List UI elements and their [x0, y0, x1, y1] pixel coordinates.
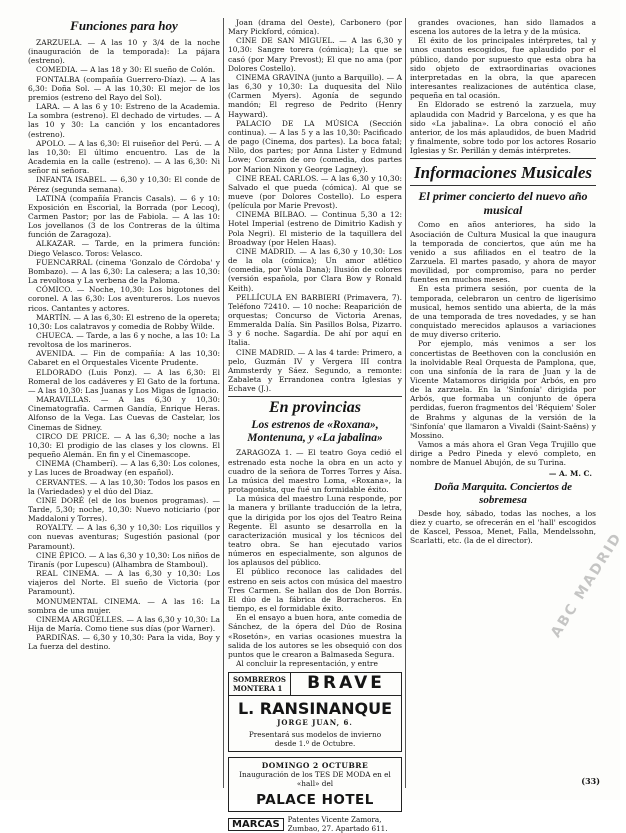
column-rule — [405, 18, 406, 788]
listing-paragraph: CINE ÉPICO. — A las 6,30 y 10,30: Los niños de Tiranís (por Lupescu) (Alhambra de Stamboul). — [28, 550, 220, 569]
ad-store-name: L. RANSINANQUE — [237, 699, 393, 719]
ad-sombreros-line: SOMBREROS — [233, 675, 286, 685]
article-paragraph: Vamos a más ahora el Gran Vega Trujillo que dirige a Pedro Pineda y elevó completo, en nombre de Manuel Abujón, de su Turina. — [410, 440, 596, 468]
continued-article — [410, 18, 596, 155]
article-paragraph: ZARAGOZA 1. — El teatro Goya cedió el estrenado esta noche la obra en un acto y cuadro de la señora de Torres Torres y Aísa. La música del maestro Loma, «Roxana», la protagonista, que fué un formidable éxito. — [228, 448, 402, 495]
marcas-label: MARCAS — [228, 818, 284, 831]
ad2-hotel-name: PALACE HOTEL — [256, 792, 374, 809]
listing-paragraph: PARDIÑAS. — 6,30 y 10,30: Para la vida, Boy y La fuerza del destino. — [28, 633, 220, 652]
listing-paragraph: MARTÍN. — A las 6,30: El estreno de la opereta; 10,30: Los calatravos y comedia de Robby Wilde. — [28, 312, 220, 331]
page-number: (33) — [581, 776, 600, 786]
article-paragraph: Por ejemplo, más venimos a ser los concertistas de Beethoven con la conclusión en la inolvidable Real Orquesta de Pamplona, que, con una sinfonía de la rara de Juan y la de Vicente Matamoros dirigida por Arbós, en pro de la zarzuela. En la 'Sinfonía' dirigida por Arbós, que formaba un conjunto de ópera perdidas, fueron fragmentos del 'Réquiem' Soler de Brahms y algunas de la versión de la 'Sinfonía' que llamaron a Vivaldi (Saint-Saëns) y Mossino. — [410, 339, 596, 440]
article-paragraph: El público reconoce las calidades del estreno en seis actos con música del maestro Tres Carmen. Se hallan dos de Don Borrás. El dúo de la fábrica de Borracheros. En tiempo, es el formidable éxito. — [228, 567, 402, 614]
cine-listings — [228, 18, 402, 393]
article-paragraph: En esta primera sesión, por cuenta de la temporada, celebraron un centro de ligerísimo musical, hemos sentido una abierta, de la más de una temporada de tres novedades, y se han conquistado merecidos aplausos a variaciones de muy diverso criterio. — [410, 284, 596, 340]
column-rule — [223, 18, 224, 788]
column-cines — [228, 18, 402, 833]
listing-paragraph: CINEMA GRAVINA (junto a Barquillo). — A las 6,30 y 10,30: La duquesita del Nilo (Carmen Myers). Agonía de segundo mandón; El regreso de Pedrito (Henry Hayward). — [228, 72, 402, 119]
listing-paragraph: CINE REAL CARLOS. — A las 6,30 y 10,30: Salvado el que pueda (cómica). Al que se mueve (por Dolores Costello). Lo espera (película por Marie Prevost). — [228, 173, 402, 211]
concierto-heading: El primer concierto del nuevo año musical — [418, 189, 588, 218]
listing-paragraph: ELDORADO (Luis Ponz). — A las 6,30: El Romeral de los cadáveres y El Gato de la fortuna. — A las 10,30: Las Juanas y Los Migas de Ignacio. — [28, 367, 220, 395]
article-paragraph: El éxito de los principales intérpretes, tal y unos cuantos escogidos, fue aplaudido por el público, dando por supuesto que esta obra ha sido objeto de extraordinarias ovaciones interpretadas en la obra, la que aparecen interesantes realizaciones de auténtica clase, pequeña en tal ocasión. — [410, 36, 596, 101]
listing-paragraph: REAL CINEMA. — A las 6,30 y 10,30: Los viajeros del Norte. El sueño de Victoria (por Paramount). — [28, 569, 220, 597]
article-paragraph: Al concluir la representación, y entre — [236, 659, 378, 668]
listing-paragraph: COMEDIA. — A las 18 y 30: El sueño de Colón. — [36, 65, 216, 75]
listing-paragraph: CERVANTES. — A las 10,30: Todos los pasos en la (Variedades) y el dúo del Diaz. — [28, 477, 220, 496]
listing-paragraph: INFANTA ISABEL. — 6,30 y 10,30: El conde de Pérez (segunda semana). — [28, 175, 220, 194]
ad-montera-line: MONTERA 1 — [233, 684, 283, 694]
article-paragraph: Desde hoy, sábado, todas las noches, a los diez y cuarto, se ofrecerán en el 'hall' escogidos de Kascel, Pessoa, Menet, Falla, Mendelssohn, Scarlatti, etc. (la de el director). — [410, 508, 596, 546]
listing-paragraph: CHUECA. — Tarde, a las 6 y noche, a las 10: La revoltosa de los marineros. — [28, 331, 220, 350]
ad-note: Presentará sus modelos de invierno desde 1.º de Octubre. — [248, 730, 382, 749]
listing-paragraph: Joan (drama del Oeste), Carbonero (por Mary Pickford, cómica). — [228, 18, 402, 37]
listing-paragraph: MONUMENTAL CINEMA. — A las 16: La sombra de una mujer. — [28, 596, 220, 615]
article-paragraph: La música del maestro Luna responde, por la manera y brillante traducción de la letra, que la dirigida por los ojos del Teatro Reina Regente. El asunto se desarrolla en la caracterización musical y los técnicos del teatro obra. Se han ejecutado varios números en especialmente, son algunos de los aplausos del público. — [228, 494, 402, 568]
listing-paragraph: CINE DE SAN MIGUEL. — A las 6,30 y 10,30: Sangre torera (cómica); La que se casó (por Mary Prevost); El que no ama (por Dolores Costello). — [228, 36, 402, 73]
article-paragraph: En Eldorado se estrenó la zarzuela, muy aplaudida con Madrid y Barcelona, y es que ha sido «La jabalina». La obra conoció el año anterior, de los más aplaudidos, de buen Madrid y finalmente, sobre todo por los actores Rosario Iglesias y Sr. Perillán y demás intérpretes. — [410, 100, 596, 156]
listing-paragraph: ALKAZAR. — Tarde, en la primera función: Diego Velasco. Toros: Velasco. — [28, 239, 220, 258]
article-paragraph: grandes ovaciones, han sido llamados a escena los autores de la letra y de la música. — [410, 18, 596, 37]
column-funciones — [28, 18, 220, 788]
ad-header — [229, 673, 401, 696]
listing-paragraph: CIRCO DE PRICE. — A las 6,30; noche a las 10,30: El prodigio de las clases y los clowns. El pequeño Alemán. En fin y el Cinemascope. — [28, 431, 220, 460]
listing-paragraph: PELLÍCULA EN BARBIERI (Primavera, 7). Teléfono 72410. — 10 noche: Reaparición de orquestas; Concurso de Victoria Arenas, Emmeralda Dalía. Sin Pasillos Bolsa, Pizarro. 3 y 6 noche. Sagardía. De ahí por aquí en Italia. — [228, 292, 402, 348]
provincias-heading: En provincias — [228, 396, 402, 417]
palace-hotel-advertisement — [228, 757, 402, 812]
funciones-heading: Funciones para hoy — [70, 18, 178, 33]
ad-brand: BRAVE — [307, 673, 385, 694]
listing-paragraph: APOLO. — A las 6,30: El ruiseñor del Perú. — A las 10,30: El último encuentro. Las de la Academia en la calle (estreno). — A las 6,30: Ni señor ni señora. — [28, 138, 220, 176]
concierto-article — [410, 220, 596, 467]
ad2-text: Inauguración de los TES DE MODA en el «hall» del — [239, 770, 391, 789]
column-musica — [410, 18, 626, 788]
listing-paragraph: FUENCARRAL (cinema 'Gonzalo de Córdoba' y Bombazo). — A las 6,30: La calesera; a las 10,30: La revoltosa y La verbena de la Paloma. — [28, 257, 220, 286]
article-paragraph: En el ensayo a buen hora, ante comedia de Sánchez, de la ópera del Dúo de Rosina «Rosetón», en varias ocasiones muestra la salida de los autores se les obsequió con dos puntos que le crearon a Balmaseda Segura. — [228, 613, 402, 659]
listing-paragraph: AVENIDA. — Fin de compañía: A las 10,30: Cabaret en el Orquestales Vicente Prudente. — [28, 349, 220, 368]
author-signature: — A. M. C. — [548, 468, 592, 478]
listing-paragraph: CINEMA (Chamberí). — A las 6,30: Los colones, y Las luces de Broadway (en español). — [28, 459, 220, 478]
brave-advertisement — [228, 672, 402, 752]
listing-paragraph: ZARZUELA. — A las 10 y 3/4 de la noche (inauguración de la temporada): La pájara (estreno). — [28, 38, 220, 66]
article-paragraph: Como en años anteriores, ha sido la Asociación de Cultura Musical la que inaugura la temporada de conciertos, que aún me ha venido a sus afiliados en el teatro de la Zarzuela. El martes pasado, y ahora de mayor movilidad, por compromiso, para no perder fuentes en muchos meses. — [410, 220, 596, 285]
listing-paragraph: FONTALBA (compañía Guerrero-Díaz). — A las 6,30: Doña Sol. — A las 10,30: El mejor de los premios (estreno del Rayo del Sol). — [28, 74, 220, 102]
listing-paragraph: CINE MADRID. — A las 6,30 y 10,30: Los de la ola (cómica); Un amor atlético (comedia, por Viola Dana); Ilusión de colores (versión española, por Clara Bow y Ronald Keith). — [228, 246, 402, 293]
listing-paragraph: ROYALTY. — A las 6,30 y 10,30: Los riquillos y con nuevas aventuras; Sugestión pasional (por Paramount). — [28, 523, 220, 551]
estrenos-heading: Los estrenos de «Roxana», Montenuna, y «La jabalina» — [247, 419, 383, 445]
funciones-listings — [28, 38, 220, 651]
listing-paragraph: CINEMA BILBAO. — Continua 5,30 a 12: Hotel Imperial (estreno de Dimitrio Kadish y Pola Negri). El misterio de la taquillera del Broadway (por Helen Haas). — [228, 210, 402, 247]
library-watermark: ABC MADRID — [548, 529, 626, 641]
listing-paragraph: PALACIO DE LA MÚSICA (Sección continua). — A las 5 y a las 10,30: Pacificado de pago (Cinema, dos partes). La boca fatal; Nilo, dos partes; por Anna Lister y Edmund Lowe; Corazón de oro (comedia, dos partes por Marion Nixon y George Lagney). — [228, 118, 402, 174]
listing-paragraph: CINE MADRID. — A las 4 tarde: Primero, a pelo, Guzmán IV y Vergera III contra Ammsterdy y Sáez. Segundo, a remonte: Zabaleta y Errandonea contra Iglesias y Echave (J.). — [228, 347, 402, 394]
listing-paragraph: LATINA (compañía Francis Casals). — 6 y 10: Exposición en Escorial, la Borrada (por Lecoq), Carmen Pastor; por las de Fabiola. — A las 10: Los jovellanos (3 de los Contreras de la última función de Zaragoza). — [28, 193, 220, 240]
listing-paragraph: CINEMA ARGÜELLES. — A las 6,30 y 10,30: La Hija de María. Como tiene sus días (por Warner). — [28, 614, 220, 633]
listing-paragraph: LARA. — A las 6 y 10: Estreno de la Academia. La sombra (estreno). El dechado de virtudes. — A las 10 y 30: La canción y los encantadores (estreno). — [28, 102, 220, 139]
dona-marquita-heading: Doña Marquita. Conciertos de sobremesa — [433, 480, 573, 506]
ad-sombreros-label — [229, 673, 291, 695]
ad-address: JORGE JUAN, 6. — [277, 718, 353, 728]
estrenos-article — [228, 448, 402, 668]
listing-paragraph: CÓMICO. — Noche, 10,30: Los bigotones del coronel. A las 6,30: Los aventureros. Los nuevos ricos. Cantantes y actores. — [28, 285, 220, 313]
ad2-date: DOMINGO 2 OCTUBRE — [261, 761, 369, 771]
informaciones-musicales-heading: Informaciones Musicales — [410, 158, 596, 186]
listing-paragraph: MARAVILLAS. — A las 6,30 y 10,30: Cinematografía. Carmen Gandía, Enrique Heras. Alfonso de la Vega. Las Cuevas de Castelar, los Cinemas de Sidney. — [28, 395, 220, 432]
listing-paragraph: CINE DORÉ (el de los buenos programas). — Tarde, 5,30; noche, 10,30: Nuevo noticiario (por Maddaloni y Torres). — [28, 495, 220, 524]
marcas-advertisement — [228, 815, 402, 833]
marcas-text: Patentes Vicente Zamora, Zumbao, 27. Apartado 611. — [287, 815, 388, 833]
dona-marquita-article — [410, 509, 596, 546]
